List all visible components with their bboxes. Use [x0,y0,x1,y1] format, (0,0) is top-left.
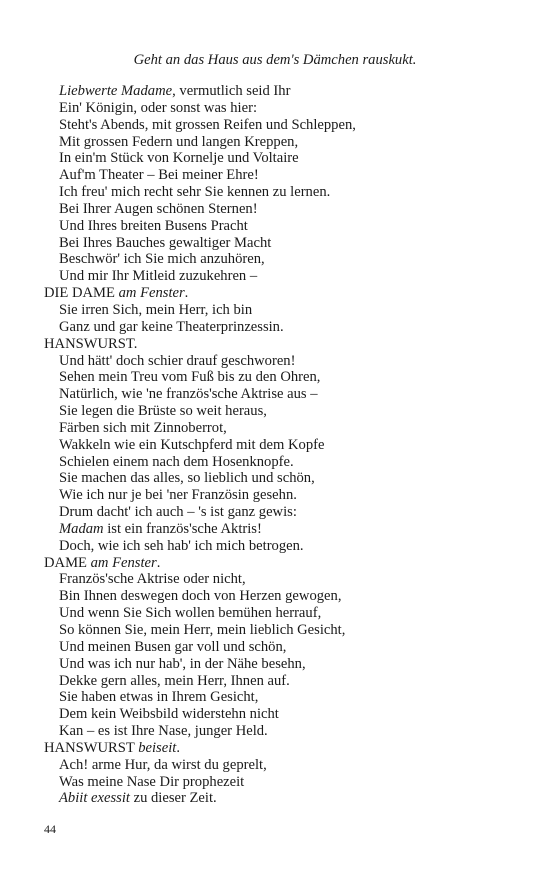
verse-line [0,420,550,437]
stage-direction: Geht an das Haus aus dem's Dämchen rauskukt. [133,52,417,68]
verse-line [0,403,550,420]
verse-line [0,723,550,740]
verse-line [0,201,550,218]
line-text: HANSWURST [44,739,139,756]
verse-line [0,605,550,622]
line-text: Was meine Nase Dir prophezeit [59,773,245,790]
line-text: Färben sich mit Zinnoberrot, [59,419,227,436]
line-text: Sie machen das alles, so lieblich und schön, [59,470,315,487]
line-text: So können Sie, mein Herr, mein lieblich Gesicht, [59,622,346,638]
line-text: Ach! arme Hur, da wirst du geprelt, [59,756,267,773]
line-text: Wie ich nur je bei 'ner Französin gesehn. [59,487,297,504]
verse-line [0,437,550,454]
verse-line [0,571,550,588]
line-text: Steht's Abends, mit grossen Reifen und Schleppen, [59,116,356,133]
verse-line [0,235,550,252]
verse-line [0,487,550,504]
line-text: ist ein französ'sche Aktris! [103,520,262,537]
verse-line [0,302,550,319]
page-number: 44 [44,822,56,836]
line-text: Dekke gern alles, mein Herr, Ihnen auf. [59,672,290,689]
verse-line [0,757,550,774]
verse-line [0,184,550,201]
verse-line [0,639,550,656]
line-text: Sie legen die Brüste so weit heraus, [59,403,267,420]
verse-line [0,150,550,167]
line-text: Und meinen Busen gar voll und schön, [59,638,287,655]
line-text: Bei Ihres Bauches gewaltiger Macht [59,234,272,251]
verse-line [0,83,550,100]
line-text: Mit grossen Federn und langen Kreppen, [59,133,299,150]
line-text: HANSWURST. [44,335,138,352]
verse-line [0,319,550,336]
verse-line [0,251,550,268]
verse-line [0,622,550,639]
line-text: DAME [44,554,91,571]
verse-line [0,167,550,184]
verse-block [0,83,550,807]
italic-text: Madam [59,520,104,537]
line-text: Ganz und gar keine Theaterprinzessin. [59,318,284,335]
line-text: Ein' Königin, oder sonst was hier: [59,99,257,116]
verse-line [0,218,550,235]
line-text: Doch, wie ich seh hab' ich mich betrogen. [59,537,304,554]
italic-text: Liebwerte Madame [59,83,173,99]
verse-line [0,588,550,605]
verse-line [0,706,550,723]
verse-line [0,117,550,134]
line-text: Sie haben etwas in Ihrem Gesicht, [59,689,259,706]
verse-line [0,386,550,403]
verse-line [0,656,550,673]
verse-line [0,504,550,521]
line-text: Und was ich nur hab', in der Nähe besehn, [59,655,306,672]
italic-text: am Fenster [90,554,157,571]
line-text: Und hätt' doch schier drauf geschworen! [59,352,296,369]
line-text: Schielen einem nach dem Hosenknopfe. [59,453,294,470]
verse-line [0,369,550,386]
line-text: Wakkeln wie ein Kutschpferd mit dem Kopfe [59,436,325,453]
line-text: . [156,554,161,571]
line-text: Und wenn Sie Sich wollen bemühen herrauf, [59,605,322,622]
line-text: zu dieser Zeit. [129,790,217,807]
verse-line [0,268,550,285]
verse-line [0,790,550,807]
italic-text: Abiit exessit [59,790,130,807]
verse-line [0,134,550,151]
line-text: . [176,739,180,756]
line-text: . [184,285,189,302]
line-text: Und Ihres breiten Busens Pracht [59,217,248,234]
verse-line [0,100,550,117]
verse-line [0,470,550,487]
speaker-line [0,285,550,302]
verse-line [0,689,550,706]
line-text: , vermutlich seid Ihr [172,83,291,99]
italic-text: am Fenster [118,285,185,302]
line-text: Sie irren Sich, mein Herr, ich bin [59,301,253,318]
verse-line [0,774,550,791]
line-text: Französ'sche Aktrise oder nicht, [59,571,246,588]
italic-text: beiseit [138,739,177,756]
verse-line [0,673,550,690]
speaker-line [0,555,550,572]
verse-line [0,538,550,555]
line-text: DIE DAME [44,285,119,302]
line-text: Auf'm Theater – Bei meiner Ehre! [59,167,259,184]
line-text: Und mir Ihr Mitleid zuzukehren – [59,268,258,285]
line-text: Beschwör' ich Sie mich anzuhören, [59,251,265,268]
line-text: Natürlich, wie 'ne französ'sche Aktrise aus – [59,386,318,403]
speaker-line [0,336,550,353]
verse-line [0,353,550,370]
line-text: Sehen mein Treu vom Fuß bis zu den Ohren, [59,369,321,386]
line-text: Drum dacht' ich auch – 's ist ganz gewis: [59,504,297,521]
line-text: Kan – es ist Ihre Nase, junger Held. [59,723,268,740]
line-text: Bei Ihrer Augen schönen Sternen! [59,200,258,217]
line-text: In ein'm Stück von Kornelje und Voltaire [59,150,299,167]
speaker-line [0,740,550,757]
line-text: Ich freu' mich recht sehr Sie kennen zu lernen. [59,184,331,201]
verse-line [0,521,550,538]
line-text: Dem kein Weibsbild widerstehn nicht [59,706,279,723]
verse-line [0,454,550,471]
line-text: Bin Ihnen deswegen doch von Herzen gewogen, [59,588,342,605]
